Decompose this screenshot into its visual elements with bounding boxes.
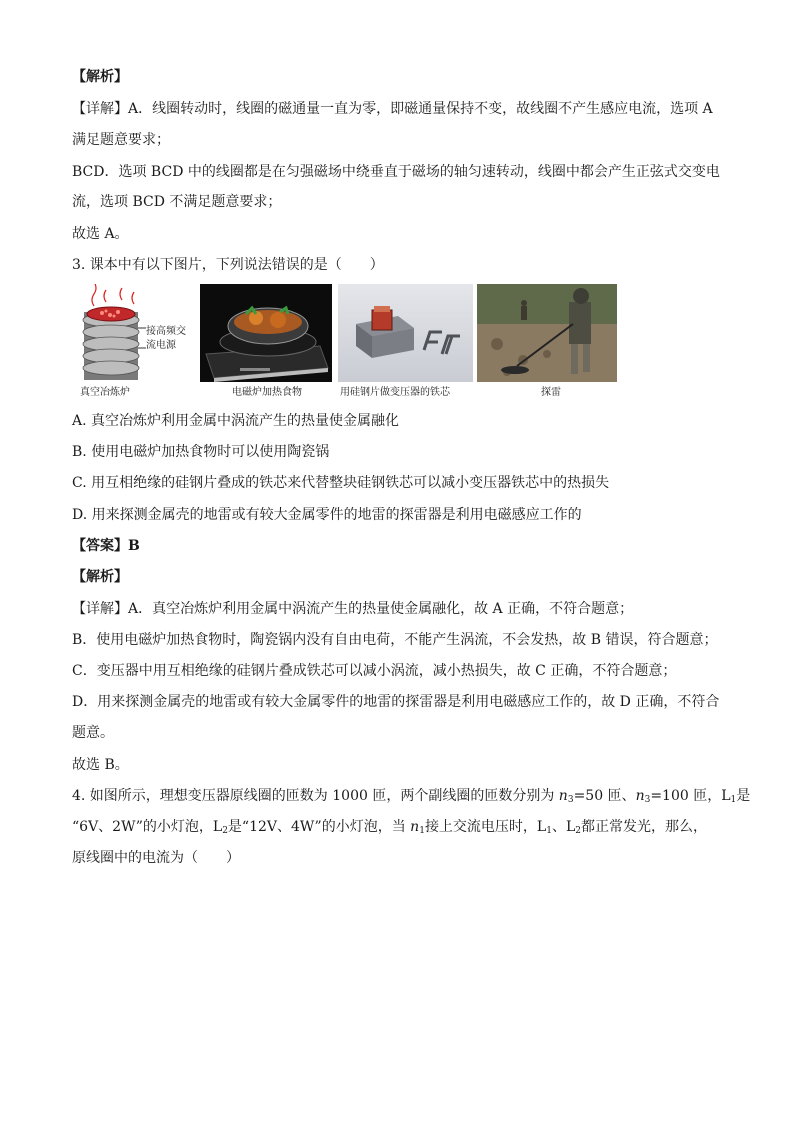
detail-a: 【详解】A．真空冶炼炉利用金属中涡流产生的热量使金属融化，故 A 正确，不符合题意； [72,601,634,617]
question-4-line1: 4. 如图所示，理想变压器原线圈的匝数为 1000 匝，两个副线圈的匝数分别为 $n_3=50$ 匝、$n_3=100$ 匝，$L_1$是 [72,788,751,805]
transformer-core-caption: 用硅钢片做变压器的铁芯 [340,387,450,398]
mine-detection-caption: 探雷 [541,387,561,398]
option-a: A. 真空冶炼炉利用金属中涡流产生的热量使金属融化 [72,413,400,429]
transformer-core-illustration [338,284,473,382]
question-4-line3: 原线圈中的电流为（ ） [72,850,240,866]
transformer-core-photo [338,284,473,382]
option-c: C. 用互相绝缘的硅钢片叠成的铁芯来代替整块硅钢铁芯可以减小变压器铁芯中的热损失 [72,475,610,491]
choice-conclusion: 故选 B。 [72,757,129,773]
detail-d-line2: 题意。 [72,725,114,741]
analysis-heading: 【解析】 [72,69,128,85]
mine-detection-photo [477,284,617,382]
mine-detection-illustration [477,284,617,382]
induction-cooker-illustration [200,284,332,382]
choice-conclusion: 故选 A。 [72,226,129,242]
induction-cooker-caption: 电磁炉加热食物 [232,387,302,398]
furnace-label-line1: 接高频交 [146,326,186,337]
furnace-caption: 真空冶炼炉 [80,387,130,398]
furnace-illustration [72,284,197,386]
detail-paragraph-line: 流，选项 BCD 不满足题意要求； [72,194,282,210]
analysis-heading: 【解析】 [72,569,128,585]
detail-b: B．使用电磁炉加热食物时，陶瓷锅内没有自由电荷，不能产生涡流，不会发热，故 B 错误，符合题意； [72,632,718,648]
option-b: B. 使用电磁炉加热食物时可以使用陶瓷锅 [72,444,330,460]
question-4-line2: “6V、2W”的小灯泡，$L_2$是“12V、4W”的小灯泡，当 $n_1$接上交流电压时，$L_1$、$L_2$都正常发光，那么， [72,819,707,836]
detail-d-line1: D．用来探测金属壳的地雷或有较大金属零件的地雷的探雷器是利用电磁感应工作的，故 D 正确，不符合 [72,694,720,710]
figure-row [72,284,632,402]
induction-cooker-photo [200,284,332,382]
detail-paragraph-line: 【详解】A．线圈转动时，线圈的磁通量一直为零，即磁通量保持不变，故线圈不产生感应电流，选项 A [72,101,713,117]
detail-paragraph-line: BCD．选项 BCD 中的线圈都是在匀强磁场中绕垂直于磁场的轴匀速转动，线圈中都会产生正弦式交变电 [72,164,720,180]
furnace-figure [72,284,197,386]
detail-c: C．变压器中用互相绝缘的硅钢片叠成铁芯可以减小涡流，减小热损失，故 C 正确，不符合题意； [72,663,677,679]
question-3-stem: 3. 课本中有以下图片，下列说法错误的是（ ） [72,257,384,273]
detail-paragraph-line: 满足题意要求； [72,132,170,148]
answer-heading: 【答案】B [72,538,140,554]
option-d: D. 用来探测金属壳的地雷或有较大金属零件的地雷的探雷器是利用电磁感应工作的 [72,507,582,523]
furnace-label-line2: 流电源 [146,340,176,351]
